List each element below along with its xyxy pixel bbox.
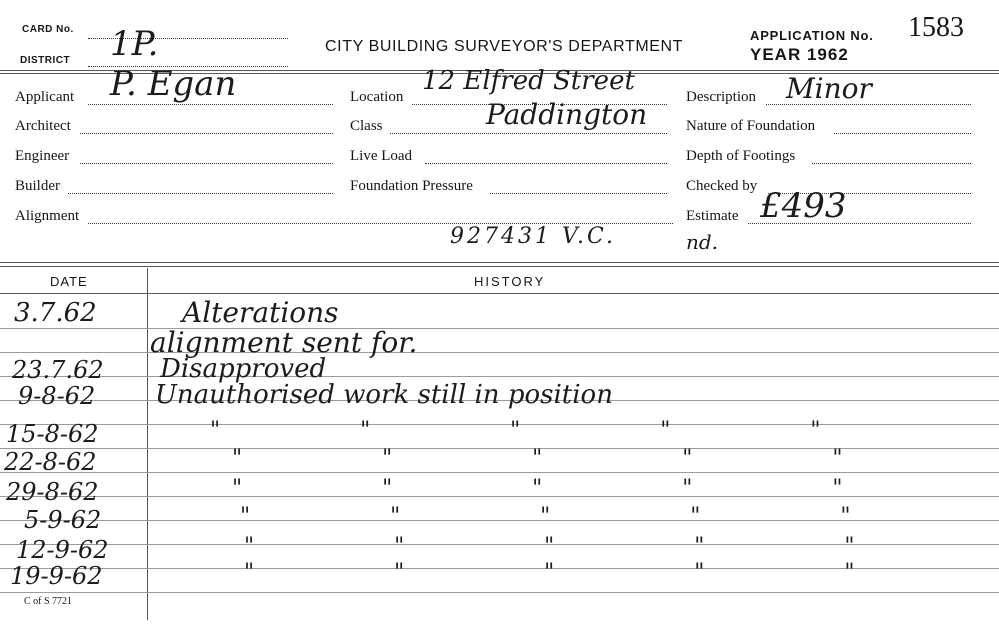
history-date: 5-9-62	[24, 506, 102, 534]
history-entry: " " " " "	[210, 418, 835, 443]
history-date: 3.7.62	[14, 298, 97, 328]
history-date: 15-8-62	[6, 420, 99, 448]
district-value: 1P.	[110, 24, 159, 64]
alignment-label: Alignment	[15, 208, 80, 224]
department-title: CITY BUILDING SURVEYOR'S DEPARTMENT	[325, 38, 684, 55]
applicant-value: P. Egan	[110, 64, 237, 104]
reference-note-2: nd.	[686, 230, 719, 254]
history-row	[0, 506, 999, 532]
builder-label: Builder	[15, 178, 60, 194]
form-code: C of S 7721	[24, 596, 73, 607]
history-row	[0, 382, 999, 408]
history-row	[0, 296, 999, 328]
description-value: Minor	[786, 72, 872, 105]
estimate-value: £493	[760, 186, 847, 226]
reference-note: 927431 V.C.	[450, 224, 617, 249]
history-entry: Disapproved	[160, 354, 327, 384]
history-row	[0, 478, 999, 504]
foundation-pressure-label: Foundation Pressure	[350, 178, 473, 194]
applicant-label: Applicant	[15, 89, 75, 105]
history-entry: " " " " "	[232, 446, 857, 471]
history-entry: " " " " "	[232, 476, 857, 501]
history-date: 23.7.62	[12, 356, 104, 384]
history-date: 9-8-62	[18, 382, 96, 410]
history-row	[0, 420, 999, 446]
live-load-label: Live Load	[350, 148, 413, 164]
history-date: 22-8-62	[4, 448, 97, 476]
nature-of-foundation-label: Nature of Foundation	[686, 118, 816, 134]
history-entry: " " " " "	[244, 534, 869, 559]
history-row	[0, 562, 999, 588]
district-label: DISTRICT	[20, 55, 71, 66]
card-no-label: CARD No.	[22, 24, 74, 35]
history-entry: Unauthorised work still in position	[155, 380, 613, 410]
history-row	[0, 448, 999, 474]
history-date: 19-9-62	[10, 562, 103, 590]
architect-label: Architect	[15, 118, 71, 134]
year-label: YEAR 1962	[750, 45, 849, 64]
application-number: 1583	[908, 12, 964, 43]
history-row	[0, 536, 999, 562]
history-column-header: HISTORY	[474, 274, 546, 289]
estimate-label: Estimate	[686, 208, 739, 224]
history-entry: Alterations	[182, 296, 339, 329]
engineer-label: Engineer	[15, 148, 70, 164]
location-value-line2: Paddington	[486, 98, 648, 131]
history-date: 12-9-62	[16, 536, 109, 564]
application-label: APPLICATION No.	[750, 28, 874, 43]
location-label: Location	[350, 89, 404, 105]
checked-by-label: Checked by	[686, 178, 758, 194]
history-entry: " " " " "	[244, 560, 869, 585]
class-label: Class	[350, 118, 383, 134]
history-row	[0, 356, 999, 382]
location-value-line1: 12 Elfred Street	[422, 66, 635, 96]
date-column-header: DATE	[50, 274, 88, 289]
depth-of-footings-label: Depth of Footings	[686, 148, 796, 164]
history-row	[0, 326, 999, 359]
history-entry: " " " " "	[240, 504, 865, 529]
history-entry: alignment sent for.	[150, 326, 418, 359]
history-date: 29-8-62	[6, 478, 99, 506]
description-label: Description	[686, 89, 756, 105]
